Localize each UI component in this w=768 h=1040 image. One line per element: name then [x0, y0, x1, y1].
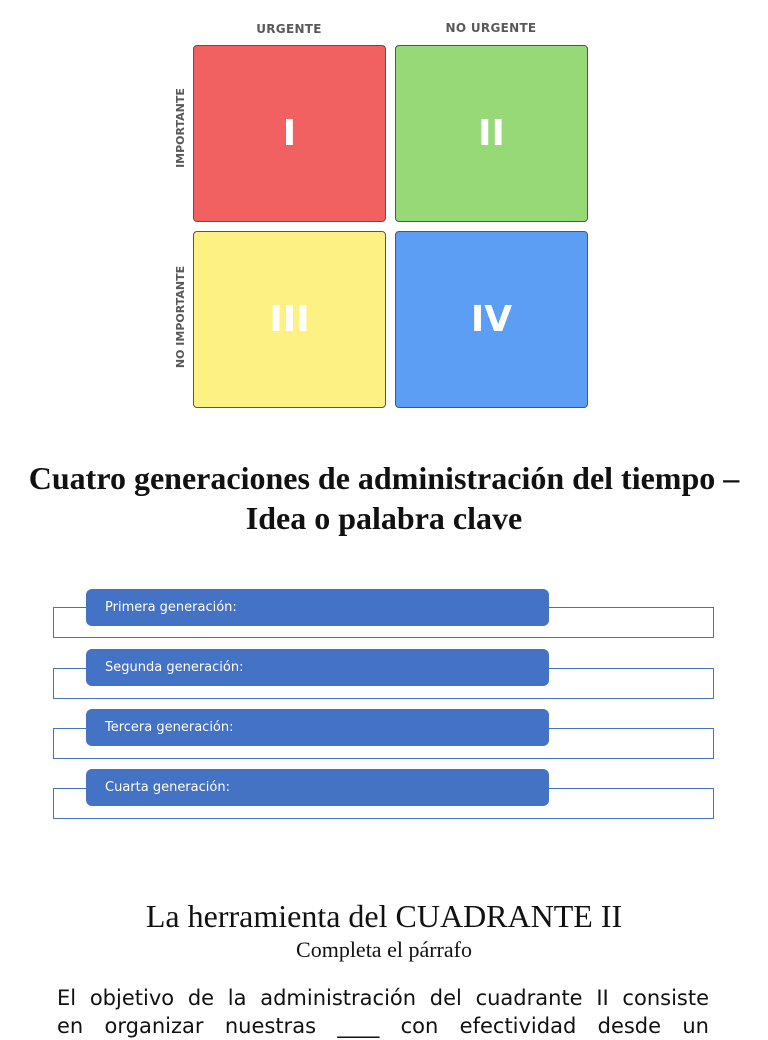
quadrant-2: [395, 45, 588, 222]
quadrant-3-label: III: [269, 299, 310, 340]
row-label-not-important: NO IMPORTANTE: [174, 265, 187, 369]
section-heading: La herramienta del CUADRANTE II: [145, 898, 623, 934]
quadrant-3: [193, 231, 386, 408]
page-title: Cuatro generaciones de administración del tiempo – Idea o palabra clave: [28, 460, 740, 536]
paragraph-line-2: en organizar nuestras ____ con efectividad desde un: [57, 1014, 709, 1038]
column-label-urgent: URGENTE: [256, 22, 322, 36]
generation-4-label: Cuarta generación:: [86, 769, 549, 806]
section-subheading: Completa el párrafo: [296, 937, 472, 962]
column-label-not-urgent: NO URGENTE: [445, 21, 537, 35]
quadrant-4: [395, 231, 588, 408]
quadrant-1: [193, 45, 386, 222]
paragraph-line-1: El objetivo de la administración del cuadrante II consiste: [57, 986, 709, 1010]
quadrant-2-label: II: [478, 113, 505, 154]
generation-3-label: Tercera generación:: [86, 709, 549, 746]
section-paragraph: [57, 984, 709, 1040]
quadrant-4-label: IV: [470, 299, 513, 340]
row-label-important: IMPORTANTE: [174, 88, 187, 168]
generation-1-label: Primera generación:: [86, 589, 549, 626]
quadrant-1-label: I: [282, 113, 297, 154]
generation-2-label: Segunda generación:: [86, 649, 549, 686]
